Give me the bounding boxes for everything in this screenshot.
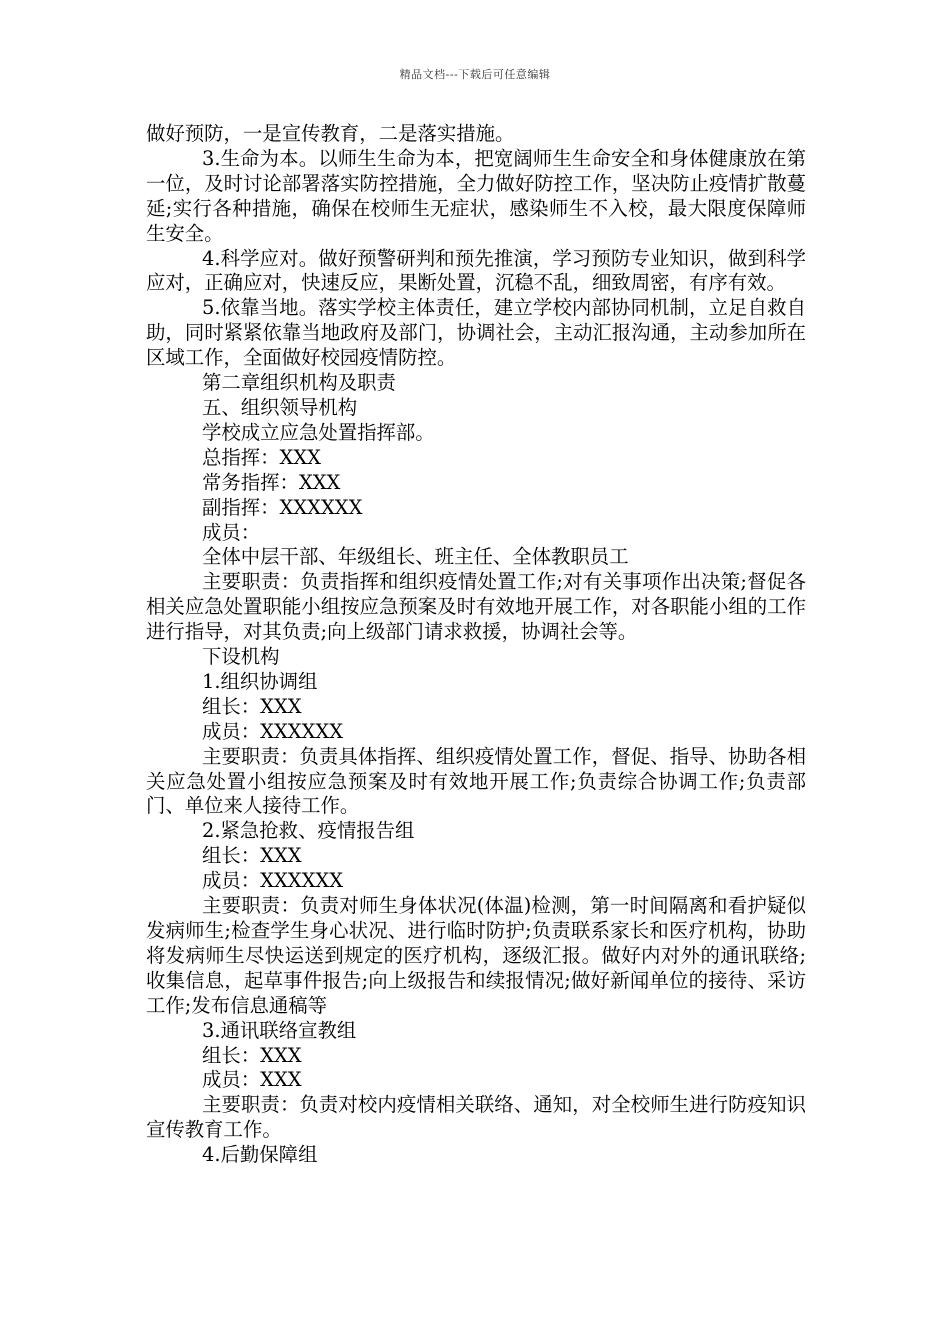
paragraph: 成员： — [202, 520, 261, 544]
paragraph: 3.生命为本。以师生生命为本，把宽阔师生生命安全和身体健康放在第一位，及时讨论部署落实防控措施，全力做好防控工作，坚决防止疫情扩散蔓延;实行各种措施，确保在校师生无症状，感染师生不入校，最大限度保障师生安全。 — [146, 146, 806, 245]
paragraph: 2.紧急抢救、疫情报告组 — [202, 819, 415, 843]
paragraph: 成员：XXXXXX — [202, 719, 343, 743]
paragraph: 常务指挥：XXX — [202, 470, 341, 494]
paragraph: 组长：XXX — [202, 1043, 302, 1067]
paragraph: 学校成立应急处置指挥部。 — [202, 420, 435, 444]
paragraph: 主要职责：负责具体指挥、组织疫情处置工作，督促、指导、协助各相关应急处置小组按应急预案及时有效地开展工作;负责综合协调工作;负责部门、单位来人接待工作。 — [146, 744, 806, 818]
paragraph: 组长：XXX — [202, 844, 302, 868]
paragraph: 做好预防，一是宣传教育，二是落实措施。 — [146, 122, 515, 145]
paragraph: 主要职责：负责对师生身体状况(体温)检测，第一时间隔离和看护疑似发病师生;检查学生身心状况、进行临时防护;负责联系家长和医疗机构，协助将发病师生尽快运送到规定的医疗机构，逐级汇报。做好内对外的通讯联络;收集信息，起草事件报告;向上级报告和续报情况;做好新闻单位的接待、采访工作;发布信息通稿等 — [146, 894, 806, 1017]
paragraph: 5.依靠当地。落实学校主体责任，建立学校内部协同机制，立足自救自助，同时紧紧依靠当地政府及部门，协调社会，主动汇报沟通，主动参加所在区域工作，全面做好校园疫情防控。 — [146, 296, 806, 370]
paragraph: 4.后勤保障组 — [202, 1143, 318, 1167]
paragraph: 全体中层干部、年级组长、班主任、全体教职员工 — [202, 545, 629, 569]
paragraph: 组长：XXX — [202, 694, 302, 718]
paragraph: 副指挥：XXXXXX — [202, 495, 363, 519]
paragraph: 成员：XXX — [202, 1068, 302, 1092]
paragraph: 4.科学应对。做好预警研判和预先推演，学习预防专业知识，做到科学应对，正确应对，快速反应，果断处置，沉稳不乱，细致周密，有序有效。 — [146, 246, 806, 295]
paragraph: 五、组织领导机构 — [202, 395, 358, 419]
paragraph: 3.通讯联络宣教组 — [202, 1018, 357, 1042]
document-body — [146, 122, 806, 1168]
page-header: 精品文档---下载后可任意编辑 — [399, 68, 551, 81]
paragraph: 成员：XXXXXX — [202, 869, 343, 893]
paragraph: 第二章组织机构及职责 — [202, 371, 396, 395]
paragraph: 下设机构 — [202, 645, 280, 669]
paragraph: 1.组织协调组 — [202, 669, 318, 693]
paragraph: 主要职责：负责对校内疫情相关联络、通知，对全校师生进行防疫知识宣传教育工作。 — [146, 1093, 806, 1142]
paragraph: 总指挥：XXX — [202, 445, 321, 469]
paragraph: 主要职责：负责指挥和组织疫情处置工作;对有关事项作出决策;督促各相关应急处置职能小组按应急预案及时有效地开展工作，对各职能小组的工作进行指导，对其负责;向上级部门请求救援，协调社会等。 — [146, 570, 806, 644]
